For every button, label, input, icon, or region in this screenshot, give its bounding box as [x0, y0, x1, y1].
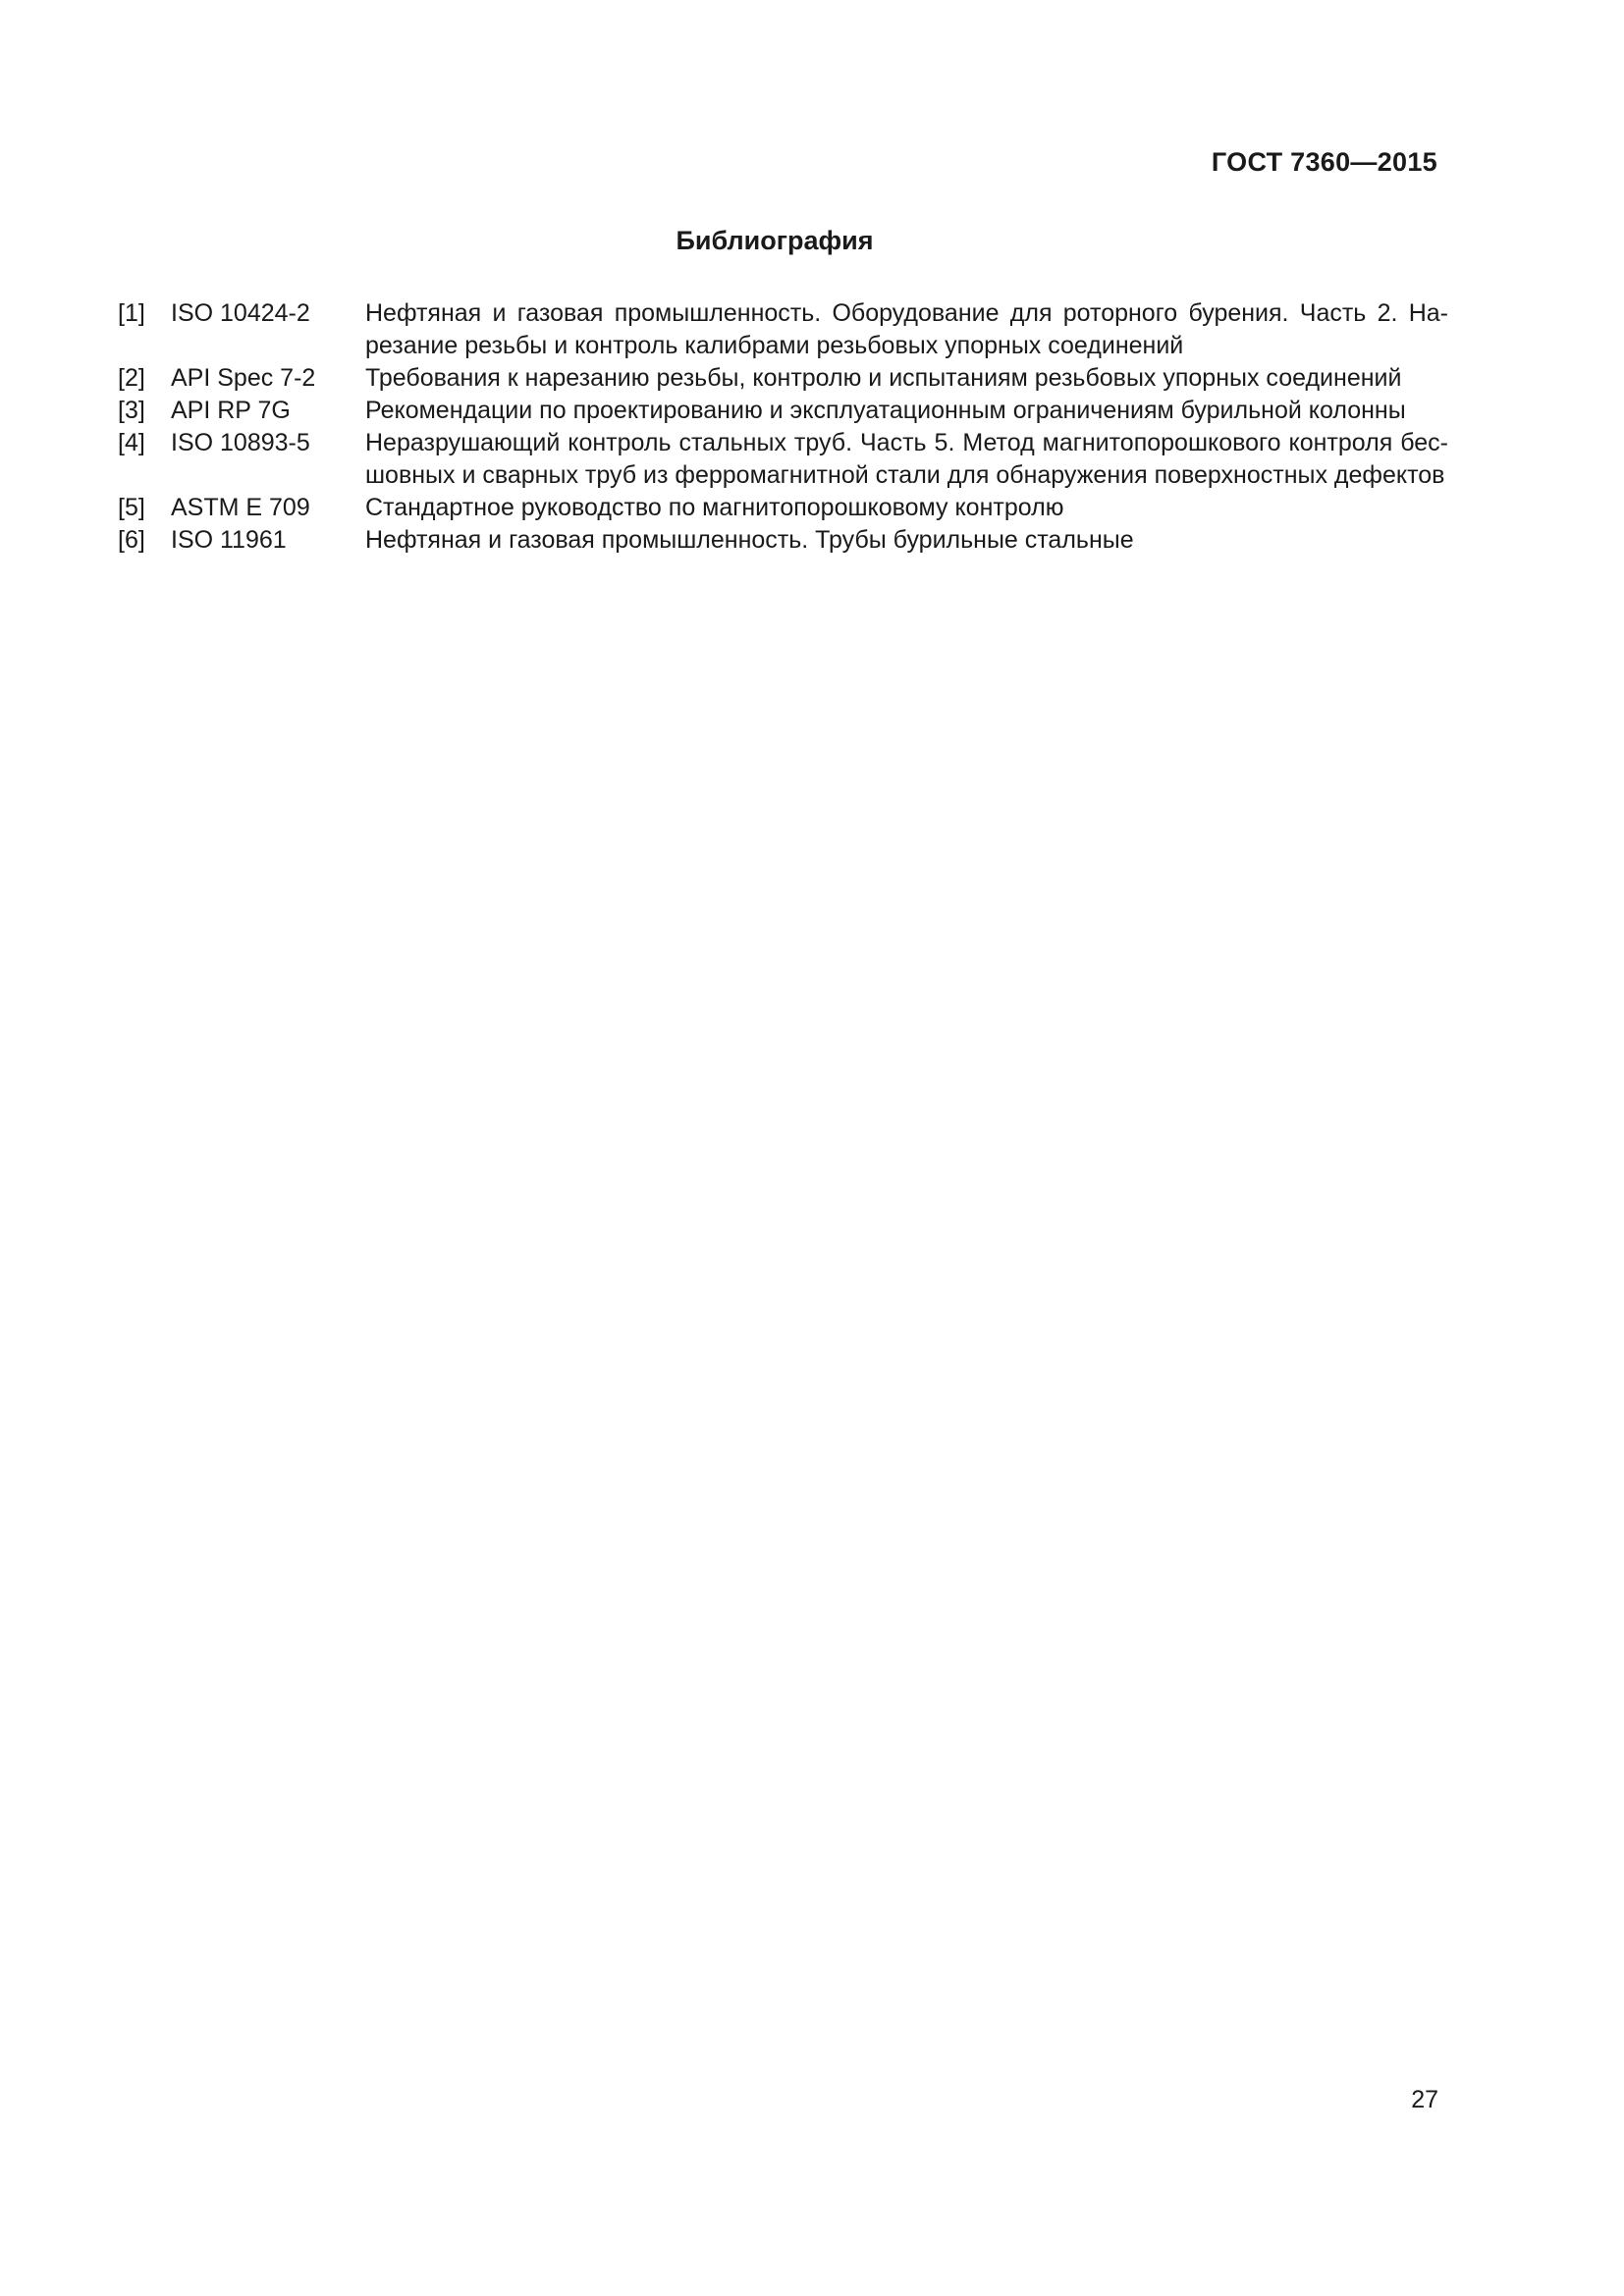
entry-code: ASTM E 709: [171, 494, 310, 521]
entry-title: Рекомендации по проектированию и эксплуатационным ограничениям бурильной колонны: [365, 397, 1406, 424]
section-title: Библиография: [676, 226, 874, 255]
bibliography-entry: [118, 297, 1448, 362]
bibliography-entry: [118, 524, 1448, 557]
entry-title: Нефтяная и газовая промышленность. Оборудование для роторного бурения. Часть 2. Нарезание резьбы и контроль калибрами резьбовых упорных соединений: [365, 299, 1448, 359]
bibliography-entry: [118, 362, 1448, 395]
entry-title: Нефтяная и газовая промышленность. Трубы бурильные стальные: [365, 526, 1134, 554]
bibliography-entry: [118, 395, 1448, 427]
entry-number: [4]: [118, 429, 145, 456]
entry-number: [2]: [118, 364, 145, 392]
entry-code: ISO 11961: [171, 526, 287, 554]
entry-number: [5]: [118, 494, 145, 521]
bibliography-entry: [118, 492, 1448, 524]
entry-title: Стандартное руководство по магнитопорошковому контролю: [365, 494, 1064, 521]
entry-number: [1]: [118, 299, 145, 327]
entry-code: API Spec 7-2: [171, 364, 316, 392]
entry-number: [6]: [118, 526, 145, 554]
bibliography-list: [118, 297, 1448, 557]
bibliography-entry: [118, 427, 1448, 492]
document-standard-code: ГОСТ 7360—2015: [1211, 147, 1437, 177]
entry-number: [3]: [118, 397, 145, 424]
entry-title: Требования к нарезанию резьбы, контролю и испытаниям резьбовых упорных соединений: [365, 364, 1402, 392]
page-number: 27: [1411, 2086, 1438, 2113]
entry-code: API RP 7G: [171, 397, 291, 424]
entry-code: ISO 10893-5: [171, 429, 310, 456]
entry-code: ISO 10424-2: [171, 299, 310, 327]
entry-title: Неразрушающий контроль стальных труб. Часть 5. Метод магнитопорошкового контроля бесшовных и сварных труб из ферромагнитной стали для обнаружения поверхностных дефектов: [365, 429, 1448, 489]
